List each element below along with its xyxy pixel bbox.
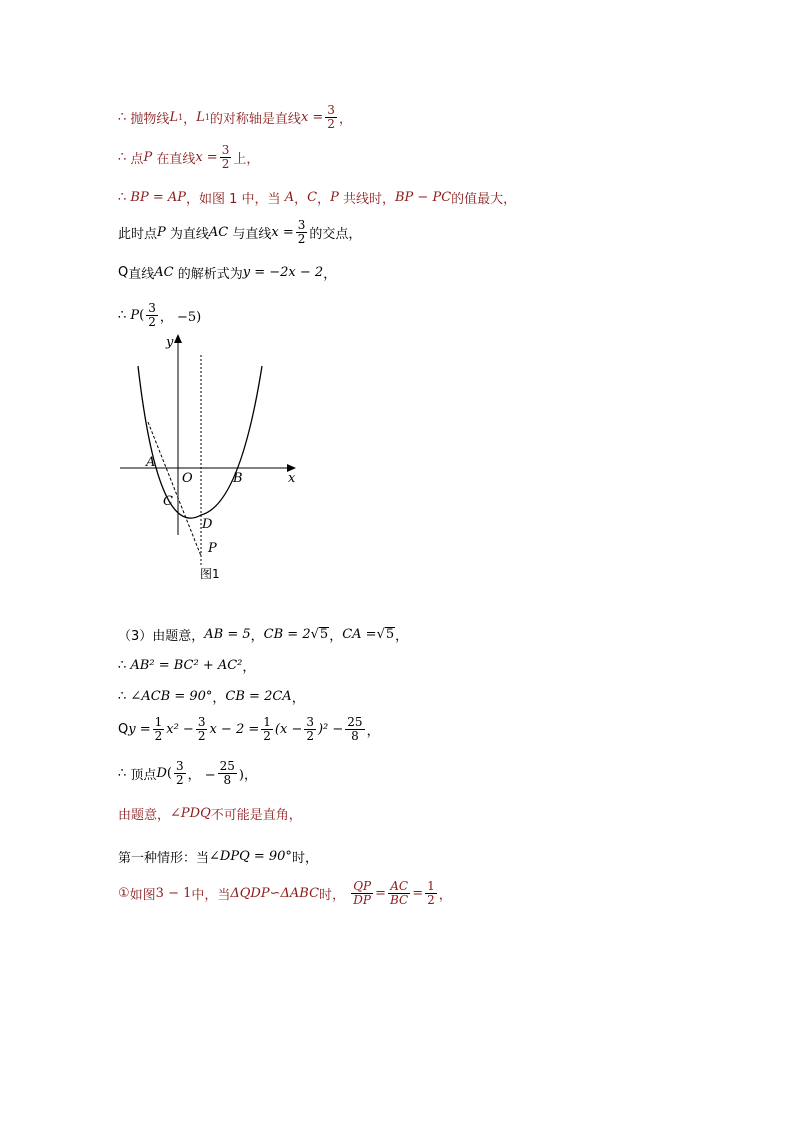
line-intersection: 此时点 P 为直线 AC 与直线 x = $\frac{3}{2}$ 的交点， bbox=[118, 218, 362, 246]
figure-caption: 图1 bbox=[200, 567, 220, 581]
line-similar-triangles: ① 如图 3 − 1 中，当 ΔQDP∽ΔABC 时， $\frac{QP}{DP}$ = $\frac{AC}{BC}$ = $\frac{1}{2}$ ， bbox=[118, 879, 452, 907]
line-ac-equation: Q 直线 AC 的解析式为 y = −2x − 2 ， bbox=[118, 265, 337, 282]
sqrt-five: √ 5 bbox=[310, 627, 329, 642]
label-D: D bbox=[202, 517, 213, 532]
line-ac-extended bbox=[148, 422, 201, 556]
label-P: P bbox=[208, 541, 217, 556]
y-axis-arrow bbox=[174, 334, 182, 343]
line-case-one: 第一种情形：当 ∠DPQ = 90° 时， bbox=[118, 849, 318, 866]
line-vertex-form: Q y = $\frac{1}{2}$ x² − $\frac{3}{2}$ x − 2 = $\frac{1}{2}$ (x − $\frac{3}{2}$ )² − $\frac{25}{8}$ ， bbox=[118, 715, 380, 743]
line-given-lengths: （3）由题意， AB = 5 ， CB = 2 √ 5 ， CA = √ 5 ， bbox=[118, 627, 409, 644]
sqrt-five: √ 5 bbox=[376, 627, 395, 642]
label-x: x bbox=[288, 471, 296, 486]
line-right-angle: ∴ ∠ACB = 90° ， CB = 2CA ， bbox=[118, 689, 305, 706]
line-point-on-line: ∴ 点 P 在直线 x = $\frac{3}{2}$ 上， bbox=[118, 143, 260, 171]
line-max-value: ∴ BP = AP ，如图 1 中，当 A ， C ， P 共线时， BP − PC 的值最大， bbox=[118, 190, 517, 207]
line-not-right-angle: 由题意， ∠PDQ 不可能是直角， bbox=[118, 806, 302, 823]
circled-number-one: ① bbox=[118, 886, 130, 901]
because-symbol: Q bbox=[118, 265, 129, 280]
line-point-p: ∴ P ( $\frac{3}{2}$ ， −5) bbox=[118, 301, 202, 329]
label-B: B bbox=[233, 471, 243, 486]
line-vertex-d: ∴ 顶点 D ( $\frac{3}{2}$ ， − $\frac{25}{8}$ )， bbox=[118, 759, 257, 787]
label-A: A bbox=[146, 455, 156, 470]
label-C: C bbox=[163, 494, 173, 509]
line-pythagoras: ∴ AB² = BC² + AC² ， bbox=[118, 658, 256, 675]
label-y: y bbox=[166, 335, 174, 350]
therefore-symbol: ∴ bbox=[118, 110, 127, 125]
fraction-three-halves: $\frac{3}{2}$ bbox=[327, 103, 335, 131]
parabola-curve bbox=[138, 366, 262, 518]
line-symmetry-axis: ∴ 抛物线 L 1 ， L 1 的对称轴是直线 x = $\frac{3}{2}$ ， bbox=[118, 103, 352, 131]
figure-1-parabola bbox=[110, 330, 310, 570]
label-O: O bbox=[182, 471, 193, 486]
